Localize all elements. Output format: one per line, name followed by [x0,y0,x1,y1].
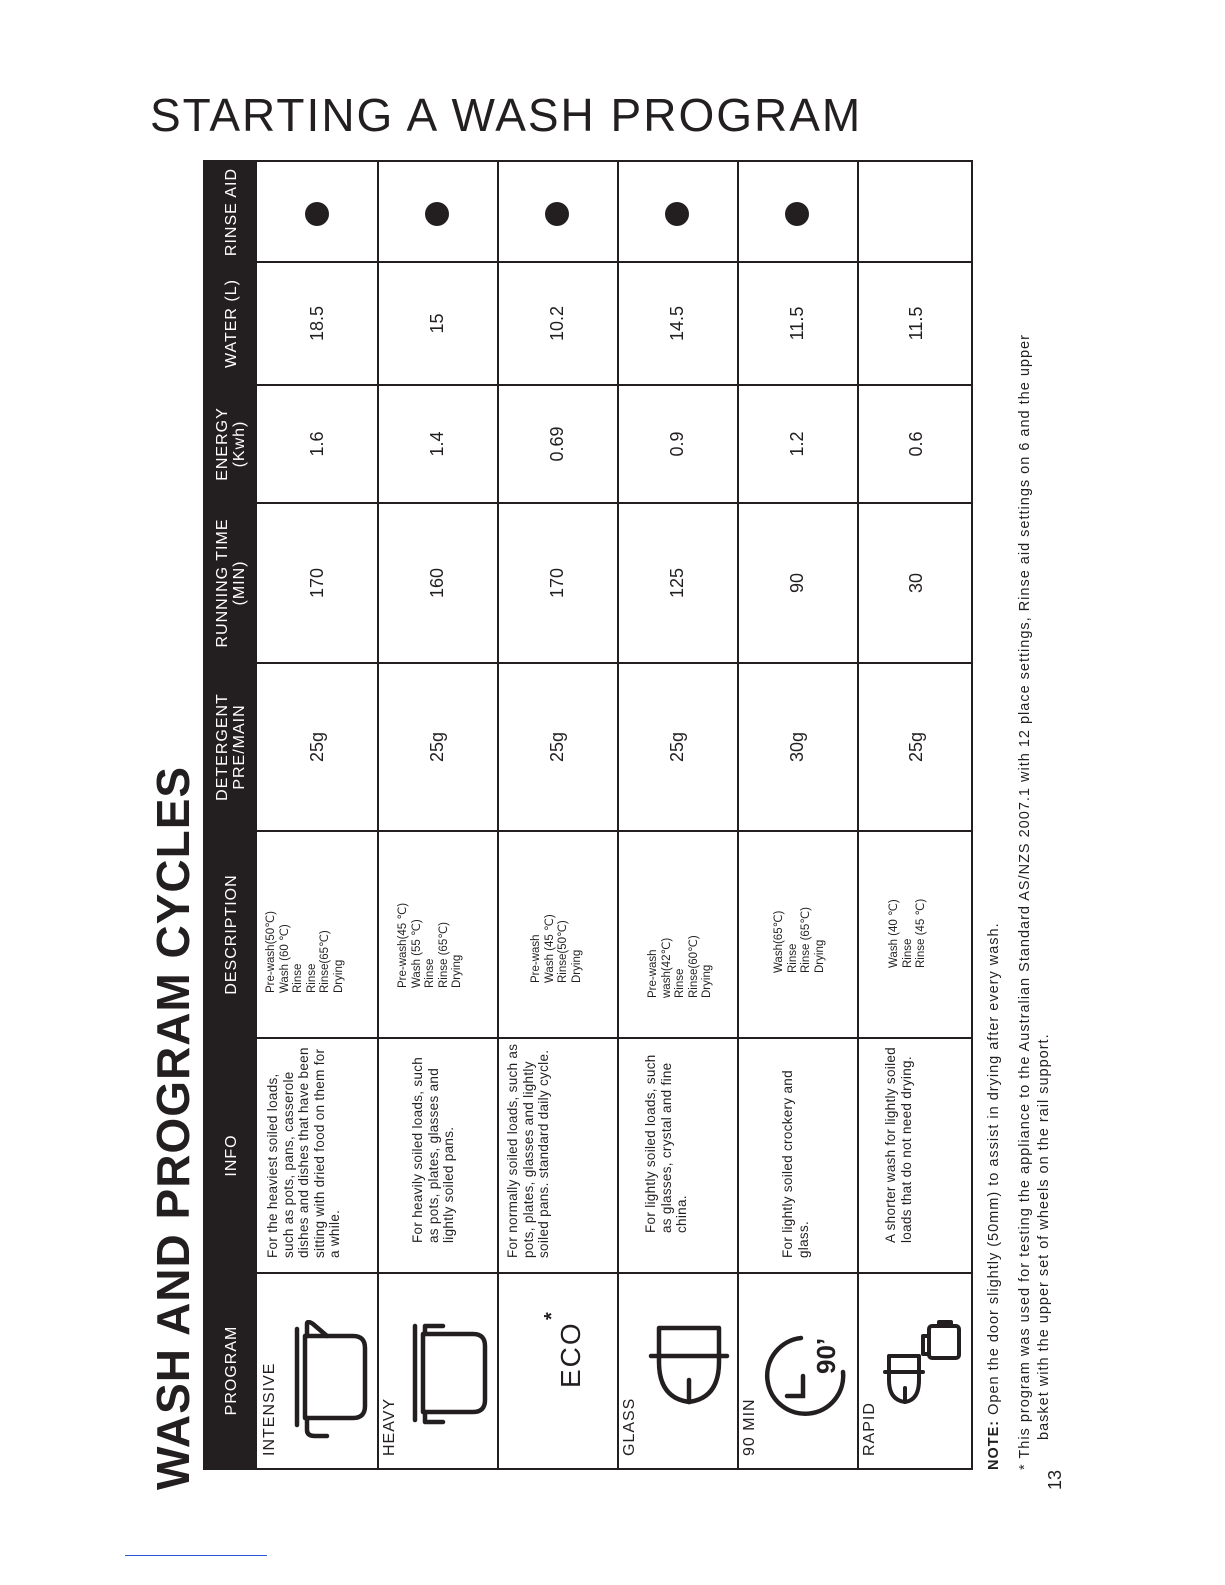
running-time-value: 170 [546,567,567,599]
program-description [265,911,346,993]
energy-value: 1.6 [306,431,327,457]
rinse-aid-dot [425,202,449,226]
description-step: Drying [570,949,583,983]
water-value: 10.2 [546,305,567,342]
description-step: Rinse [305,963,318,993]
footnote-line-2: basket with the upper set of wheels on the rail support. [1036,1033,1052,1440]
header-running-time-line1: RUNNING TIME [214,518,231,648]
page-number: 13 [1045,1469,1065,1490]
header-program: PROGRAM [222,1325,240,1416]
footer-link-underline[interactable] [125,1555,267,1556]
note-label: NOTE: [986,1419,1002,1470]
description-step: Pre-wash(45 ℃) [397,902,409,988]
program-info: For normally soiled loads, such as pots, plates, glasses and lightly soiled pans. standard daily cycle. [505,1043,551,1258]
program-description [647,935,715,998]
program-description [530,914,584,983]
description-step: Wash (60 ℃) [278,924,291,993]
description-step: Pre-wash [530,934,542,983]
description-step: Rinse(50℃) [557,920,569,983]
description-step: Rinse [901,938,914,968]
detergent-value: 25g [546,731,567,763]
wine-glass-icon [645,1322,731,1412]
running-time-value: 30 [905,572,926,594]
program-info: A shorter wash for lightly soiled loads that do not need drying. [883,1047,914,1243]
pot-icon [283,1320,371,1440]
description-step: Rinse(60℃) [687,935,700,998]
column-divider [257,1272,971,1274]
program-cycles-table [203,160,973,1470]
column-divider [257,1037,971,1039]
description-step: Rinse [674,968,686,998]
running-time-value: 170 [306,567,327,599]
description-step: Rinse [424,958,436,988]
header-energy-line2: (Kwh) [231,420,248,468]
rinse-aid-dot [305,202,329,226]
header-description: DESCRIPTION [222,874,240,995]
description-step: Rinse [786,943,799,973]
program-name: INTENSIVE [261,1362,278,1456]
program-info: For heavily soiled loads, such as pots, plates, glasses and lightly soiled pans. [410,1056,456,1243]
water-value: 11.5 [905,306,926,341]
program-name: 90 MIN [741,1398,758,1456]
description-step: Pre-wash [647,949,659,998]
note-line [985,160,1004,1470]
detergent-value: 25g [905,731,926,763]
detergent-value: 25g [426,731,447,763]
header-energy-line1: ENERGY [214,407,231,481]
program-info: For the heaviest soiled loads, such as pots, pans, casserole dishes and dishes that have been sitting with dried food on them for a while. [265,1047,342,1258]
running-time-value: 90 [786,572,807,594]
rotated-page-content [140,160,1080,1490]
header-running-time [205,503,257,663]
note-text: Open the door slightly (50mm) to assist in drying after every wash. [986,922,1002,1420]
water-value: 15 [426,313,447,334]
program-info: For lightly soiled crockery and glass. [780,1070,811,1258]
eco-asterisk: * [541,1312,563,1320]
description-step: Rinse (65℃) [800,907,812,973]
notes [985,160,1054,1470]
description-step: wash(42℃) [660,937,673,998]
description-step: Pre-wash(50℃) [265,911,277,993]
energy-value: 1.4 [426,431,447,457]
description-step: Drying [701,964,713,998]
rinse-aid-dot [785,202,809,226]
description-step: Wash(65℃) [773,910,785,973]
program-description [773,907,827,973]
clock-90-icon [763,1324,851,1434]
detergent-value: 25g [666,731,687,763]
glass-and-cup-icon [881,1320,965,1408]
header-water: WATER (L) [222,279,240,368]
program-name: GLASS [621,1397,638,1456]
energy-value: 0.9 [666,431,687,457]
program-name: RAPID [861,1402,878,1456]
program-info: For lightly soiled loads, such as glasses, crystal and fine china. [643,1054,689,1233]
program-name: HEAVY [381,1397,398,1456]
program-name: ECO [555,1321,586,1388]
pot-icon [403,1322,491,1426]
header-detergent [205,663,257,831]
description-step: Wash (55 ℃) [410,919,423,988]
header-detergent-line1: DETERGENT [214,693,231,801]
detergent-value: 30g [786,731,807,763]
description-step: Rinse(65℃) [319,930,331,993]
description-step: Rinse [292,963,304,993]
description-step: Rinse (65℃) [437,922,450,988]
clock-90-label: 90’ [811,1337,841,1374]
program-description [397,903,465,988]
footnote-line-1: * This program was used for testing the appliance to the Australian Standard AS/NZS 2007.1 with 12 place settings, Rinse aid settings on 6 and the upper [1017,334,1033,1470]
description-step: Drying [451,954,463,988]
header-energy [205,385,257,503]
header-info: INFO [222,1134,240,1177]
table-header-row [205,162,257,1468]
program-description [888,899,929,968]
description-step: Wash (45 ℃) [543,914,556,983]
description-step: Wash (40 ℃) [888,899,900,968]
page-title: STARTING A WASH PROGRAM [150,89,863,141]
energy-value: 0.69 [546,426,567,462]
energy-value: 0.6 [905,431,926,457]
rinse-aid-dot [665,202,689,226]
header-detergent-line2: PRE/MAIN [231,704,248,790]
description-step: Drying [332,959,345,993]
running-time-value: 125 [666,567,687,599]
detergent-value: 25g [306,731,327,763]
description-step: Drying [813,939,826,973]
water-value: 14.5 [666,305,687,342]
header-rinse-aid: RINSE AID [222,167,240,257]
header-running-time-line2: (MIN) [231,560,248,606]
rinse-aid-dot [545,202,569,226]
water-value: 18.5 [306,305,327,342]
running-time-value: 160 [426,567,447,599]
water-value: 11.5 [786,306,807,341]
description-step: Rinse (45 ℃) [915,898,927,968]
section-title: WASH AND PROGRAM CYCLES [147,765,199,1490]
energy-value: 1.2 [786,431,807,457]
